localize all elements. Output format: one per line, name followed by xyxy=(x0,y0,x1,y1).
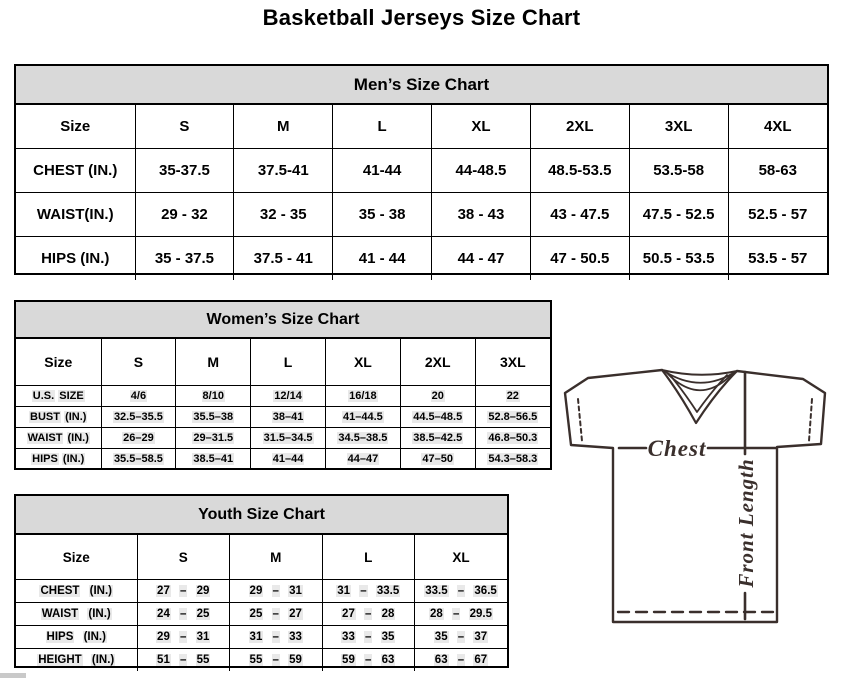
highlighted-text: 55 xyxy=(249,654,263,666)
highlighted-text: 52.8–56.5 xyxy=(488,411,538,423)
highlighted-text: CHEST xyxy=(40,585,80,597)
right-sleeve-stitch-dashes xyxy=(809,399,812,441)
highlighted-text: 31 xyxy=(289,585,302,597)
size-value-cell xyxy=(251,407,326,428)
column-header: S xyxy=(101,339,176,386)
size-value-cell xyxy=(475,407,550,428)
size-value-cell xyxy=(325,428,400,449)
column-header: L xyxy=(333,105,432,149)
size-value-cell xyxy=(322,649,415,672)
size-value-cell xyxy=(137,580,230,603)
table-row xyxy=(16,449,550,470)
size-value-cell xyxy=(400,428,475,449)
highlighted-text: 31.5–34.5 xyxy=(263,432,313,444)
page-title: Basketball Jerseys Size Chart xyxy=(262,5,581,30)
size-value-cell: 35 - 37.5 xyxy=(135,237,234,281)
front-length-label: Front Length xyxy=(734,458,758,588)
highlighted-text: 47–50 xyxy=(422,453,454,465)
size-value-cell xyxy=(415,626,508,649)
highlighted-text: 27 xyxy=(342,608,355,620)
row-label: WAIST(IN.) xyxy=(16,193,135,237)
highlighted-text: U.S. xyxy=(32,390,55,402)
highlighted-text: 33.5 xyxy=(425,585,448,597)
highlighted-text: 54.3–58.3 xyxy=(488,453,538,465)
size-value-cell xyxy=(475,449,550,470)
size-value-cell xyxy=(137,603,230,626)
highlighted-text: 28 xyxy=(381,608,395,620)
table-row xyxy=(16,237,827,281)
column-header: S xyxy=(135,105,234,149)
highlighted-text: 51 xyxy=(157,654,170,666)
size-value-cell xyxy=(325,386,400,407)
size-value-cell xyxy=(101,428,176,449)
highlighted-text: 24 xyxy=(157,608,170,620)
size-value-cell xyxy=(251,386,326,407)
highlighted-text: 44.5–48.5 xyxy=(413,411,463,423)
size-value-cell: 41 - 44 xyxy=(333,237,432,281)
highlighted-text: – xyxy=(453,608,460,620)
highlighted-text: 34.5–38.5 xyxy=(338,432,388,444)
size-value-cell xyxy=(230,649,323,672)
size-value-cell xyxy=(230,603,323,626)
highlighted-text: 35.5–38 xyxy=(193,411,234,423)
size-value-cell: 38 - 43 xyxy=(432,193,531,237)
highlighted-text: 33 xyxy=(342,631,355,643)
highlighted-text: 35 xyxy=(381,631,395,643)
highlighted-text: 12/14 xyxy=(274,390,302,402)
size-value-cell: 44 - 47 xyxy=(432,237,531,281)
size-value-cell xyxy=(400,407,475,428)
size-value-cell xyxy=(322,626,415,649)
table-row xyxy=(16,603,507,626)
highlighted-text: 38.5–41 xyxy=(193,453,234,465)
mens-chart-title: Men’s Size Chart xyxy=(16,66,827,105)
highlighted-text: – xyxy=(360,585,367,597)
highlighted-text: 33 xyxy=(289,631,302,643)
column-header: L xyxy=(251,339,326,386)
column-header: Size xyxy=(16,339,101,386)
highlighted-text: 32.5–35.5 xyxy=(113,411,163,423)
row-label: HIPS (IN.) xyxy=(16,237,135,281)
column-header: 2XL xyxy=(400,339,475,386)
column-header: S xyxy=(137,535,230,580)
size-value-cell xyxy=(415,580,508,603)
highlighted-text: 38–41 xyxy=(272,411,304,423)
size-value-cell: 29 - 32 xyxy=(135,193,234,237)
row-label xyxy=(16,386,101,407)
highlighted-text: 27 xyxy=(157,585,170,597)
column-header: XL xyxy=(432,105,531,149)
highlighted-text: – xyxy=(180,585,187,597)
jersey-measurement-diagram xyxy=(555,358,843,663)
highlighted-text: 29.5 xyxy=(469,608,492,620)
highlighted-text: – xyxy=(457,585,465,597)
highlighted-text: 67 xyxy=(474,654,488,666)
highlighted-text: 36.5 xyxy=(474,585,497,597)
highlighted-text: WAIST xyxy=(41,608,79,620)
size-value-cell xyxy=(137,649,230,672)
highlighted-text: – xyxy=(180,654,187,666)
column-header: XL xyxy=(415,535,508,580)
size-value-cell xyxy=(415,603,508,626)
size-value-cell xyxy=(176,407,251,428)
highlighted-text: (IN.) xyxy=(67,432,89,444)
highlighted-text: 59 xyxy=(342,654,355,666)
size-value-cell xyxy=(400,449,475,470)
size-value-cell xyxy=(415,649,508,672)
youth-chart-title: Youth Size Chart xyxy=(16,496,507,535)
highlighted-text: 29 xyxy=(249,585,263,597)
size-value-cell xyxy=(400,386,475,407)
highlighted-text: 41–44 xyxy=(272,453,304,465)
size-value-cell xyxy=(325,449,400,470)
column-header: L xyxy=(322,535,415,580)
row-label xyxy=(16,626,137,649)
row-label xyxy=(16,580,137,603)
highlighted-text: 38.5–42.5 xyxy=(413,432,463,444)
chest-label: Chest xyxy=(647,436,707,461)
table-row xyxy=(16,193,827,237)
highlighted-text: 35.5–58.5 xyxy=(113,453,163,465)
size-value-cell xyxy=(322,580,415,603)
size-value-cell: 53.5-58 xyxy=(629,149,728,193)
highlighted-text: 27 xyxy=(289,608,302,620)
column-header-row xyxy=(16,535,507,580)
highlighted-text: – xyxy=(365,608,372,620)
column-header: M xyxy=(230,535,323,580)
size-value-cell xyxy=(475,386,550,407)
row-label xyxy=(16,407,101,428)
highlighted-text: (IN.) xyxy=(65,411,87,423)
size-value-cell: 48.5-53.5 xyxy=(530,149,629,193)
highlighted-text: 29 xyxy=(196,585,210,597)
highlighted-text: – xyxy=(272,585,279,597)
highlighted-text: – xyxy=(365,654,372,666)
highlighted-text: 16/18 xyxy=(349,390,377,402)
column-header: 3XL xyxy=(629,105,728,149)
highlighted-text: 31 xyxy=(337,585,351,597)
highlighted-text: BUST xyxy=(30,411,60,423)
highlighted-text: HIPS xyxy=(32,453,58,465)
column-header: Size xyxy=(16,535,137,580)
highlighted-text: 33.5 xyxy=(376,585,400,597)
column-header-row xyxy=(16,339,550,386)
size-value-cell xyxy=(230,626,323,649)
row-label xyxy=(16,449,101,470)
mens-table xyxy=(16,105,827,280)
highlighted-text: 63 xyxy=(381,654,395,666)
highlighted-text: – xyxy=(272,631,279,643)
column-header-row xyxy=(16,105,827,149)
highlighted-text: 63 xyxy=(434,654,448,666)
table-row xyxy=(16,428,550,449)
row-label xyxy=(16,428,101,449)
size-value-cell xyxy=(230,580,323,603)
highlighted-text: (IN.) xyxy=(62,453,85,465)
size-value-cell: 41-44 xyxy=(333,149,432,193)
size-value-cell xyxy=(101,407,176,428)
table-row xyxy=(16,580,507,603)
table-row xyxy=(16,149,827,193)
highlighted-text: – xyxy=(180,608,187,620)
size-value-cell: 43 - 47.5 xyxy=(530,193,629,237)
table-row xyxy=(16,386,550,407)
highlighted-text: 59 xyxy=(289,654,302,666)
size-value-cell xyxy=(325,407,400,428)
size-value-cell xyxy=(251,449,326,470)
womens-table xyxy=(16,339,550,469)
size-value-cell xyxy=(176,386,251,407)
row-label: CHEST (IN.) xyxy=(16,149,135,193)
size-value-cell: 37.5-41 xyxy=(234,149,333,193)
highlighted-text: HEIGHT xyxy=(38,654,82,666)
size-value-cell: 32 - 35 xyxy=(234,193,333,237)
size-value-cell: 47.5 - 52.5 xyxy=(629,193,728,237)
highlighted-text: – xyxy=(272,654,279,666)
scrollbar-fragment xyxy=(0,673,26,678)
size-value-cell xyxy=(101,449,176,470)
highlighted-text: 8/10 xyxy=(202,390,224,402)
size-value-cell: 50.5 - 53.5 xyxy=(629,237,728,281)
mens-size-chart xyxy=(14,64,829,275)
highlighted-text: – xyxy=(365,631,372,643)
highlighted-text: 35 xyxy=(434,631,448,643)
highlighted-text: – xyxy=(180,631,187,643)
size-value-cell xyxy=(176,449,251,470)
highlighted-text: – xyxy=(457,654,465,666)
highlighted-text: (IN.) xyxy=(91,654,115,666)
size-value-cell xyxy=(475,428,550,449)
table-row xyxy=(16,407,550,428)
youth-size-chart xyxy=(14,494,509,668)
highlighted-text: – xyxy=(272,608,279,620)
row-label xyxy=(16,603,137,626)
size-value-cell: 53.5 - 57 xyxy=(728,237,827,281)
size-value-cell xyxy=(101,386,176,407)
column-header: 3XL xyxy=(475,339,550,386)
highlighted-text: 25 xyxy=(196,608,210,620)
table-row xyxy=(16,649,507,672)
highlighted-text: (IN.) xyxy=(88,608,111,620)
size-value-cell: 35-37.5 xyxy=(135,149,234,193)
collar-back-line xyxy=(662,370,737,375)
column-header: 2XL xyxy=(530,105,629,149)
size-value-cell: 58-63 xyxy=(728,149,827,193)
size-value-cell xyxy=(176,428,251,449)
column-header: M xyxy=(234,105,333,149)
highlighted-text: 46.8–50.3 xyxy=(488,432,538,444)
highlighted-text: 31 xyxy=(249,631,263,643)
column-header: XL xyxy=(325,339,400,386)
highlighted-text: 25 xyxy=(249,608,263,620)
highlighted-text: HIPS xyxy=(46,631,74,643)
highlighted-text: (IN.) xyxy=(89,585,113,597)
highlighted-text: 26–29 xyxy=(123,432,154,444)
table-row xyxy=(16,626,507,649)
highlighted-text: – xyxy=(457,631,465,643)
highlighted-text: SIZE xyxy=(59,390,84,402)
highlighted-text: 29–31.5 xyxy=(193,432,234,444)
row-label xyxy=(16,649,137,672)
size-value-cell: 47 - 50.5 xyxy=(530,237,629,281)
size-value-cell: 35 - 38 xyxy=(333,193,432,237)
size-value-cell xyxy=(137,626,230,649)
highlighted-text: 41–44.5 xyxy=(343,411,383,423)
womens-size-chart xyxy=(14,300,552,470)
youth-table xyxy=(16,535,507,671)
size-value-cell xyxy=(322,603,415,626)
highlighted-text: 55 xyxy=(196,654,210,666)
highlighted-text: 29 xyxy=(157,631,170,643)
column-header: 4XL xyxy=(728,105,827,149)
size-value-cell: 44-48.5 xyxy=(432,149,531,193)
size-value-cell: 37.5 - 41 xyxy=(234,237,333,281)
highlighted-text: 20 xyxy=(431,390,444,402)
highlighted-text: 28 xyxy=(430,608,443,620)
column-header: Size xyxy=(16,105,135,149)
womens-chart-title: Women’s Size Chart xyxy=(16,302,550,339)
column-header: M xyxy=(176,339,251,386)
highlighted-text: (IN.) xyxy=(83,631,106,643)
highlighted-text: 22 xyxy=(506,390,519,402)
highlighted-text: 44–47 xyxy=(347,453,379,465)
left-sleeve-stitch-dashes xyxy=(578,399,582,441)
size-value-cell: 52.5 - 57 xyxy=(728,193,827,237)
highlighted-text: 31 xyxy=(196,631,210,643)
size-value-cell xyxy=(251,428,326,449)
highlighted-text: 4/6 xyxy=(130,390,147,402)
highlighted-text: WAIST xyxy=(27,432,63,444)
highlighted-text: 37 xyxy=(474,631,488,643)
